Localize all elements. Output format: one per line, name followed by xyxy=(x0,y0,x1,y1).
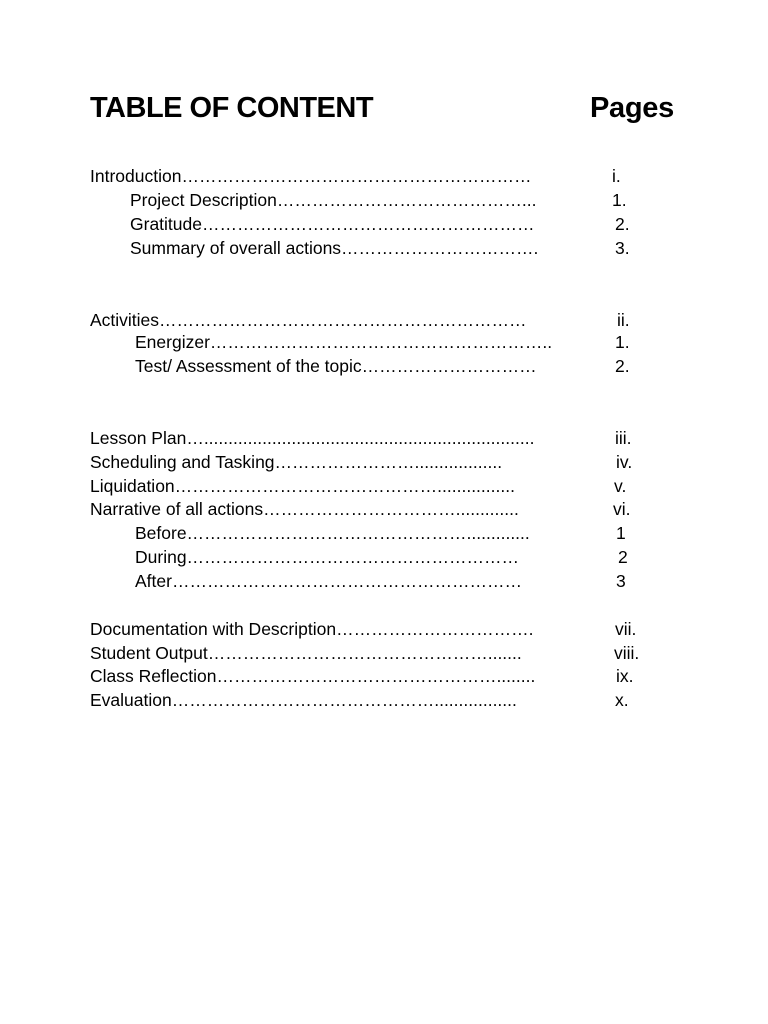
toc-entry-before xyxy=(0,521,768,545)
pages-heading: Pages xyxy=(590,92,674,124)
toc-entry-class-reflection xyxy=(0,664,768,688)
toc-entry-page: v. xyxy=(614,476,627,496)
toc-entry-page: vi. xyxy=(613,499,631,519)
toc-entry-text: During………………………………………………… xyxy=(135,547,520,567)
toc-entry-page: 1. xyxy=(612,190,627,210)
toc-entry-page: i. xyxy=(612,166,621,186)
toc-entry-text: Before…………………………………………............. xyxy=(135,523,530,543)
toc-entry-energizer xyxy=(0,330,768,354)
toc-entry-page: 2 xyxy=(618,547,628,567)
toc-entry-text: Documentation with Description……………………………. xyxy=(90,619,534,639)
toc-entry-page: vii. xyxy=(615,619,637,639)
toc-entry-text: Student Output…………………………………………....... xyxy=(90,643,522,663)
toc-entry-page: 2. xyxy=(615,214,630,234)
toc-entry-project-description xyxy=(0,188,768,212)
toc-entry-text: Narrative of all actions……………………………............. xyxy=(90,499,519,519)
toc-entry-lesson-plan xyxy=(0,426,768,450)
toc-entry-text: Liquidation………………………………………................ xyxy=(90,476,515,496)
toc-entry-page: 1. xyxy=(615,332,630,352)
toc-entry-during xyxy=(0,545,768,569)
toc-entry-text: Summary of overall actions……………………………. xyxy=(130,238,539,258)
toc-entry-introduction xyxy=(0,164,768,188)
toc-entry-scheduling xyxy=(0,450,768,474)
toc-entry-page: ii. xyxy=(617,310,630,330)
toc-entry-narrative xyxy=(0,497,768,521)
toc-entry-page: 3 xyxy=(616,571,626,591)
toc-entry-text: Scheduling and Tasking…………………….................. xyxy=(90,452,503,472)
toc-entry-page: 2. xyxy=(615,356,630,376)
toc-entry-after xyxy=(0,569,768,593)
toc-entry-page: iv. xyxy=(616,452,633,472)
toc-entry-text: Project Description……………………………………... xyxy=(130,190,537,210)
toc-entry-page: viii. xyxy=(614,643,640,663)
toc-title: TABLE OF CONTENT xyxy=(90,92,374,124)
toc-entry-text: Gratitude………………………………………………… xyxy=(130,214,535,234)
toc-entry-text: Evaluation………………………………………................. xyxy=(90,690,517,710)
toc-entry-page: ix. xyxy=(616,666,634,686)
toc-entry-page: x. xyxy=(615,690,629,710)
toc-entry-evaluation xyxy=(0,688,768,712)
toc-entry-documentation xyxy=(0,617,768,641)
toc-entry-text: Test/ Assessment of the topic………………………… xyxy=(135,356,537,376)
toc-entry-page: 1 xyxy=(616,523,626,543)
toc-entry-text: Introduction…………………………………………………… xyxy=(90,166,532,186)
toc-entry-summary xyxy=(0,236,768,260)
toc-entry-activities xyxy=(0,308,768,332)
toc-entry-text: Energizer………………………………………………….. xyxy=(135,332,553,352)
toc-entry-liquidation xyxy=(0,474,768,498)
toc-entry-text: Activities……………………………………………………… xyxy=(90,310,527,330)
toc-entry-page: 3. xyxy=(615,238,630,258)
toc-entry-test-assessment xyxy=(0,354,768,378)
toc-entry-text: After…………………………………………………… xyxy=(135,571,522,591)
toc-entry-text: Lesson Plan….................................................................... xyxy=(90,428,535,448)
toc-entry-text: Class Reflection…………………………………………........ xyxy=(90,666,536,686)
toc-entry-page: iii. xyxy=(615,428,632,448)
toc-entry-student-output xyxy=(0,641,768,665)
toc-entry-gratitude xyxy=(0,212,768,236)
